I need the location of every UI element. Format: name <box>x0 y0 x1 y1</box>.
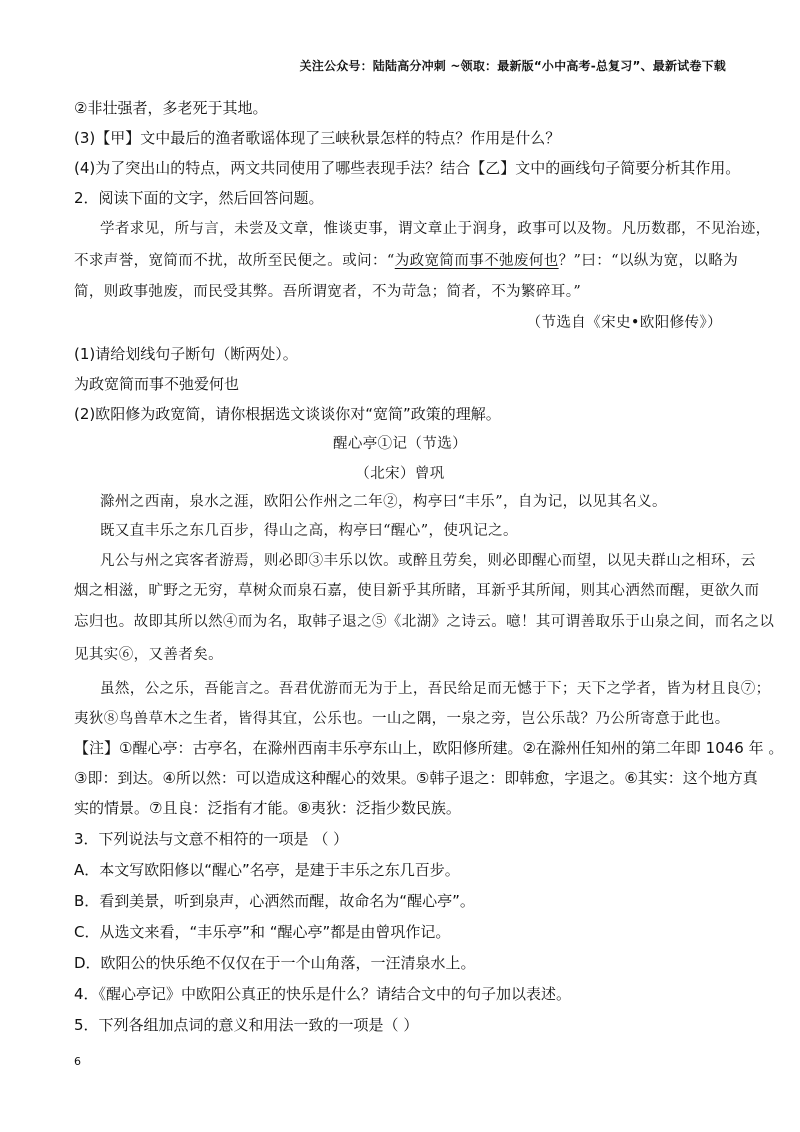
sentence-to-punctuate: 为政宽简而事不弛爱何也 <box>74 375 240 393</box>
passage-2-line: 虽然，公之乐，吾能言之。吾君优游而无为于上，吾民给足而无憾于下；天下之学者，皆为材且良⑦； <box>100 681 771 697</box>
question-4: (4)为了突出山的特点，两文共同使用了哪些表现手法？结合【乙】文中的画线句子简要分析其作用。 <box>74 159 741 177</box>
source-citation: （节选自《宋史•欧阳修传》） <box>526 315 722 331</box>
passage-2-line: 既又直丰乐之东几百步，得山之高，构亭曰“醒心”，使巩记之。 <box>100 523 518 539</box>
page-header: 关注公众号：陆陆高分冲刺 ~领取：最新版“小中高考-总复习”、最新试卷下载 <box>299 59 726 73</box>
option-d: D．欧阳公的快乐绝不仅仅在于一个山角落，一汪清泉水上。 <box>74 954 476 972</box>
option-c: C．从选文来看，“丰乐亭”和 “醒心亭”都是由曾巩作记。 <box>74 923 451 941</box>
passage-2-line: 凡公与州之宾客者游焉，则必即③丰乐以饮。或醉且劳矣，则必即醒心而望，以见夫群山之相环，云 <box>100 553 756 569</box>
passage-2-line: 忘归也。故即其所以然④而为名，取韩子退之⑤《北湖》之诗云。噫！其可谓善取乐于山泉之间，而名之以 <box>74 614 775 630</box>
question-5-stem: 5．下列各组加点词的意义和用法一致的一项是（ ） <box>74 1016 419 1034</box>
section-2-heading: 2．阅读下面的文字，然后回答问题。 <box>74 189 324 207</box>
page-number: 6 <box>74 1055 81 1068</box>
sub-question-1: (1)请给划线句子断句（断两处）。 <box>74 345 298 363</box>
underlined-sentence: 为政宽简而事不弛废何也 <box>394 253 559 269</box>
question-4-stem: 4．《醒心亭记》中欧阳公真正的快乐是什么？请结合文中的句子加以表述。 <box>74 985 572 1003</box>
annotation-line: ③即：到达。④所以然：可以造成这种醒心的效果。⑤韩子退之：即韩愈，字退之。⑥其实：这个地方真 <box>74 769 758 787</box>
essay-title: 醒心亭①记（节选） <box>332 436 468 452</box>
passage-text: ？”曰：“以纵为宽，以略为 <box>558 253 739 269</box>
passage-text: 不求声誉，宽简而不扰，故所至民便之。或问：“ <box>74 253 395 269</box>
annotation-line: 【注】①醒心亭：古亭名，在滁州西南丰乐亭东山上，欧阳修所建。②在滁州任知州的第二年即 1046 年 。 <box>74 739 784 757</box>
passage-1-line: 简，则政事弛废，而民受其弊。吾所谓宽者，不为苛急；简者，不为繁碎耳。” <box>74 284 582 300</box>
passage-1-line <box>74 251 738 271</box>
question-3: (3)【甲】文中最后的渔者歌谣体现了三峡秋景怎样的特点？作用是什么？ <box>74 129 561 147</box>
passage-2-line: 滁州之西南，泉水之涯，欧阳公作州之二年②，构亭曰“丰乐”，自为记，以见其名义。 <box>100 494 667 510</box>
annotation-line: 实的情景。⑦且良：泛指有才能。⑧夷狄：泛指少数民族。 <box>74 799 461 817</box>
question-3-stem: 3．下列说法与文意不相符的一项是 （ ） <box>74 830 349 848</box>
passage-2-line: 夷狄⑧鸟兽草木之生者，皆得其宜，公乐也。一山之隅，一泉之旁，岂公乐哉？乃公所寄意于此也。 <box>74 711 730 727</box>
passage-1-line: 学者求见，所与言，未尝及文章，惟谈吏事，谓文章止于润身，政事可以及物。凡历数郡，不见治迹， <box>100 221 771 237</box>
text-line: ②非壮强者，多老死于其地。 <box>74 99 268 117</box>
essay-author: （北宋）曾巩 <box>355 466 445 482</box>
option-a: A．本文写欧阳修以“醒心”名亭，是建于丰乐之东几百步。 <box>74 861 460 879</box>
passage-2-line: 见其实⑥，又善者矣。 <box>74 647 223 663</box>
sub-question-2: (2)欧阳修为政宽简，请你根据选文谈谈你对“宽简”政策的理解。 <box>74 405 501 423</box>
option-b: B．看到美景，听到泉声，心洒然而醒，故命名为“醒心亭”。 <box>74 892 475 910</box>
passage-2-line: 烟之相滋，旷野之无穷，草树众而泉石嘉，使目新乎其所睹，耳新乎其所闻，则其心洒然而醒，更欲久而 <box>74 583 760 599</box>
